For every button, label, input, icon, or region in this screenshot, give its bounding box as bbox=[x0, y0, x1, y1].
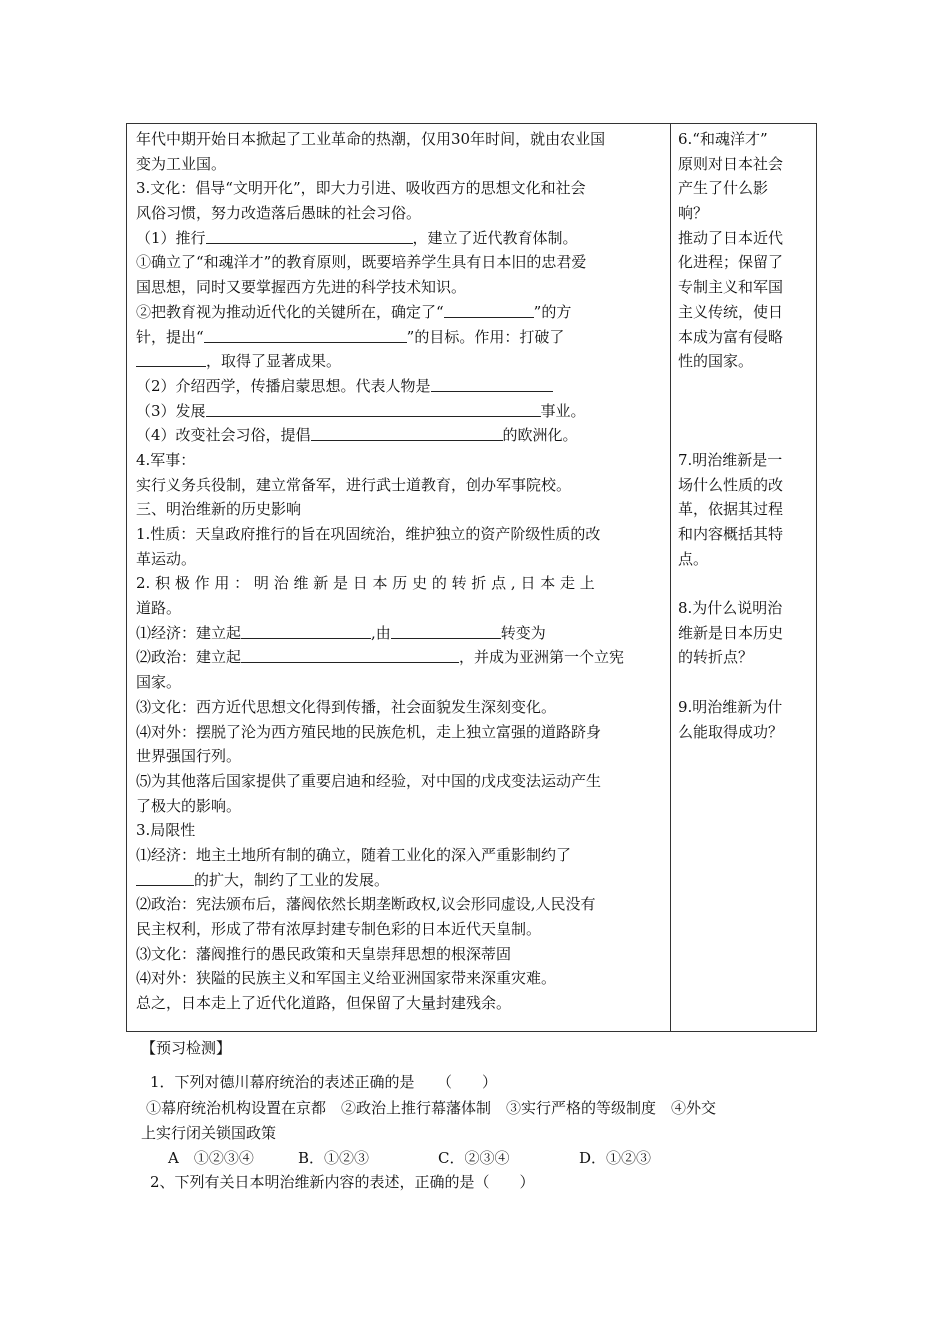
text-line: 变为工业国。 bbox=[136, 154, 227, 173]
text-line: ⑶文化：藩阀推行的愚民政策和天皇崇拜思想的根深蒂固 bbox=[136, 944, 512, 963]
question-line: 6.“和魂洋才” bbox=[678, 130, 768, 148]
fill-blank[interactable] bbox=[206, 229, 413, 244]
text-line: ②把教育视为推动近代化的关键所在，确定了“ ”的方 bbox=[136, 302, 572, 321]
option-c[interactable]: C．②③④ bbox=[438, 1149, 510, 1167]
text-line: （1）推行 ，建立了近代教育体制。 bbox=[136, 228, 578, 247]
text-line: ①确立了“和魂洋才”的教育原则，既要培养学生具有日本旧的忠君爱 bbox=[136, 253, 587, 272]
content-column bbox=[127, 124, 671, 1032]
question-line: 么能取得成功？ bbox=[678, 722, 784, 741]
text-line: 道路。 bbox=[136, 599, 182, 618]
fill-blank[interactable] bbox=[204, 328, 407, 343]
text-line: 1.性质：天皇政府推行的旨在巩固统治，维护独立的资产阶级性质的改 bbox=[136, 525, 601, 543]
answer-line: 本成为富有侵略 bbox=[678, 327, 784, 346]
text-line: （3）发展 事业。 bbox=[136, 401, 586, 420]
text-line: （2）介绍西学，传播启蒙思想。代表人物是 bbox=[127, 374, 670, 399]
option-a[interactable]: A ①②③④ bbox=[168, 1149, 254, 1167]
question-line: 点。 bbox=[678, 549, 709, 568]
text-line: ⑷对外：狭隘的民族主义和军国主义给亚洲国家带来深重灾难。 bbox=[136, 969, 557, 988]
question-line: 产生了什么影 bbox=[678, 179, 769, 198]
question-line: 和内容概括其特 bbox=[678, 525, 784, 543]
text-line: 国家。 bbox=[136, 673, 182, 692]
question-line: 响？ bbox=[678, 204, 709, 223]
quiz-options: ①幕府统治机构设置在京都 ②政治上推行幕藩体制 ③实行严格的等级制度 ④外交 bbox=[146, 1099, 717, 1117]
fill-blank[interactable] bbox=[206, 402, 541, 417]
text-line: 的扩大，制约了工业的发展。 bbox=[127, 868, 670, 893]
text-line: 2. 积 极 作 用 ： 明 治 维 新 是 日 本 历 史 的 转 折 点 , 日 本 走 上 bbox=[136, 574, 595, 593]
question-line: 9.明治维新为什 bbox=[678, 697, 783, 716]
text-line: ⑷对外：摆脱了沦为西方殖民地的民族危机，走上独立富强的道路跻身 bbox=[136, 722, 602, 741]
question-line: 7.明治维新是一 bbox=[678, 450, 783, 469]
text-line: 3.文化：倡导“文明开化”，即大力引进、吸收西方的思想文化和社会 bbox=[136, 179, 586, 198]
text-line: 3.局限性 bbox=[136, 821, 196, 840]
text-line: 革运动。 bbox=[136, 549, 197, 568]
text-line: 4.军事： bbox=[136, 450, 196, 469]
fill-blank[interactable] bbox=[311, 426, 503, 441]
text-line: （4）改变社会习俗，提倡 的欧洲化。 bbox=[136, 426, 578, 445]
answer-line: 化进程；保留了 bbox=[678, 253, 784, 272]
answer-line: 专制主义和军国 bbox=[678, 278, 784, 297]
text-line: ⑵政治：建立起 ，并成为亚洲第一个立宪 bbox=[136, 648, 625, 667]
text-line: ，取得了显著成果。 bbox=[127, 349, 670, 374]
study-table bbox=[126, 123, 817, 1032]
fill-blank[interactable] bbox=[391, 624, 501, 639]
text-line: ⑴经济：地主土地所有制的确立，随着工业化的深入严重影制约了 bbox=[136, 845, 572, 864]
text-line: 针，提出“ ”的目标。作用：打破了 bbox=[136, 327, 565, 346]
fill-blank[interactable] bbox=[444, 303, 534, 318]
answer-line: 性的国家。 bbox=[678, 352, 754, 371]
section-heading: 三、明治维新的历史影响 bbox=[136, 500, 302, 519]
question-line: 原则对日本社会 bbox=[678, 154, 784, 173]
quiz-question: 1．下列对德川幕府统治的表述正确的是 （ ） bbox=[150, 1073, 498, 1091]
fill-blank[interactable] bbox=[136, 352, 206, 367]
text-line: 年代中期开始日本掀起了工业革命的热潮，仅用30年时间，就由农业国 bbox=[136, 130, 606, 148]
answer-line: 推动了日本近代 bbox=[678, 228, 784, 247]
quiz-options: 上实行闭关锁国政策 bbox=[141, 1124, 277, 1142]
option-b[interactable]: B．①②③ bbox=[298, 1149, 370, 1167]
quiz-heading: 【预习检测】 bbox=[141, 1039, 232, 1057]
question-line: 革，依据其过程 bbox=[678, 500, 784, 519]
text-line: 总之，日本走上了近代化道路，但保留了大量封建残余。 bbox=[136, 994, 512, 1013]
option-d[interactable]: D．①②③ bbox=[579, 1149, 652, 1167]
text-line: ⑶文化：西方近代思想文化得到传播，社会面貌发生深刻变化。 bbox=[136, 697, 557, 716]
answer-line: 主义传统，使日 bbox=[678, 302, 784, 321]
text-line: 了极大的影响。 bbox=[136, 796, 242, 815]
question-line: 的转折点？ bbox=[678, 648, 754, 667]
quiz-question: 2、下列有关日本明治维新内容的表述，正确的是（ ） bbox=[150, 1173, 535, 1191]
text-line: 国思想，同时又要掌握西方先进的科学技术知识。 bbox=[136, 278, 467, 297]
question-line: 场什么性质的改 bbox=[678, 475, 784, 494]
text-line: 风俗习惯，努力改造落后愚昧的社会习俗。 bbox=[136, 204, 422, 223]
question-line: 8.为什么说明治 bbox=[678, 599, 783, 618]
text-line: ⑵政治：宪法颁布后，藩阀依然长期垄断政权,议会形同虚设,人民没有 bbox=[136, 895, 596, 914]
text-line: 实行义务兵役制，建立常备军，进行武士道教育，创办军事院校。 bbox=[136, 475, 572, 494]
text-line: 世界强国行列。 bbox=[136, 747, 242, 766]
fill-blank[interactable] bbox=[136, 871, 194, 886]
question-line: 维新是日本历史 bbox=[678, 623, 784, 642]
text-line: ⑴经济：建立起 ,由 转变为 bbox=[136, 623, 546, 642]
fill-blank[interactable] bbox=[241, 648, 459, 663]
fill-blank[interactable] bbox=[431, 377, 553, 392]
question-column bbox=[671, 124, 817, 1032]
text-line: 民主权利，形成了带有浓厚封建专制色彩的日本近代天皇制。 bbox=[136, 920, 542, 938]
fill-blank[interactable] bbox=[241, 624, 371, 639]
text-line: ⑸为其他落后国家提供了重要启迪和经验，对中国的戊戌变法运动产生 bbox=[136, 771, 602, 790]
